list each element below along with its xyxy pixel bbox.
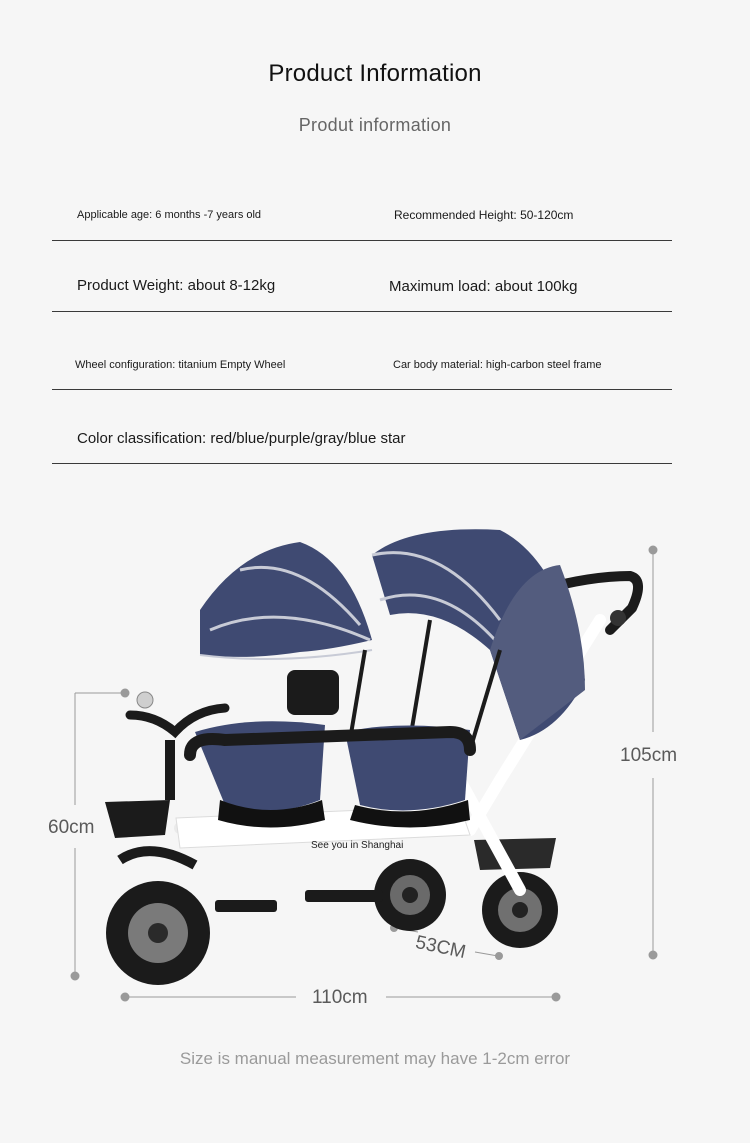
spec-age: Applicable age: 6 months -7 years old [77,209,262,221]
page-title: Product Information [268,60,482,87]
canopy-right [372,529,585,740]
dimension-height: 105cm [620,745,678,766]
page-subtitle: Produt information [298,115,452,135]
spec-row-4 [52,390,672,464]
rear-wheel-left [374,859,446,931]
dimension-length: 110cm [312,987,368,1008]
seat-left [195,670,339,828]
measurement-footnote: Size is manual measurement may have 1-2cm error [179,1049,571,1068]
spec-color: Color classification: red/blue/purple/gray/blue star [77,430,406,447]
spec-weight: Product Weight: about 8-12kg [77,277,276,294]
spec-material: Car body material: high-carbon steel frame [393,359,602,371]
product-print-text: See you in Shanghai [311,840,404,851]
spec-row-1 [52,195,672,241]
spec-load: Maximum load: about 100kg [389,278,578,295]
dimension-seat-height: 60cm [48,817,95,838]
spec-row-3 [52,312,672,390]
dimension-width: 53CM [413,932,468,964]
spec-wheel: Wheel configuration: titanium Empty Wheel [75,359,286,371]
spec-row-2 [52,241,672,312]
rear-basket [474,838,556,870]
spec-height: Recommended Height: 50-120cm [394,208,574,222]
front-basket [105,800,170,838]
front-wheel [106,881,210,985]
canopy-left [200,542,372,659]
